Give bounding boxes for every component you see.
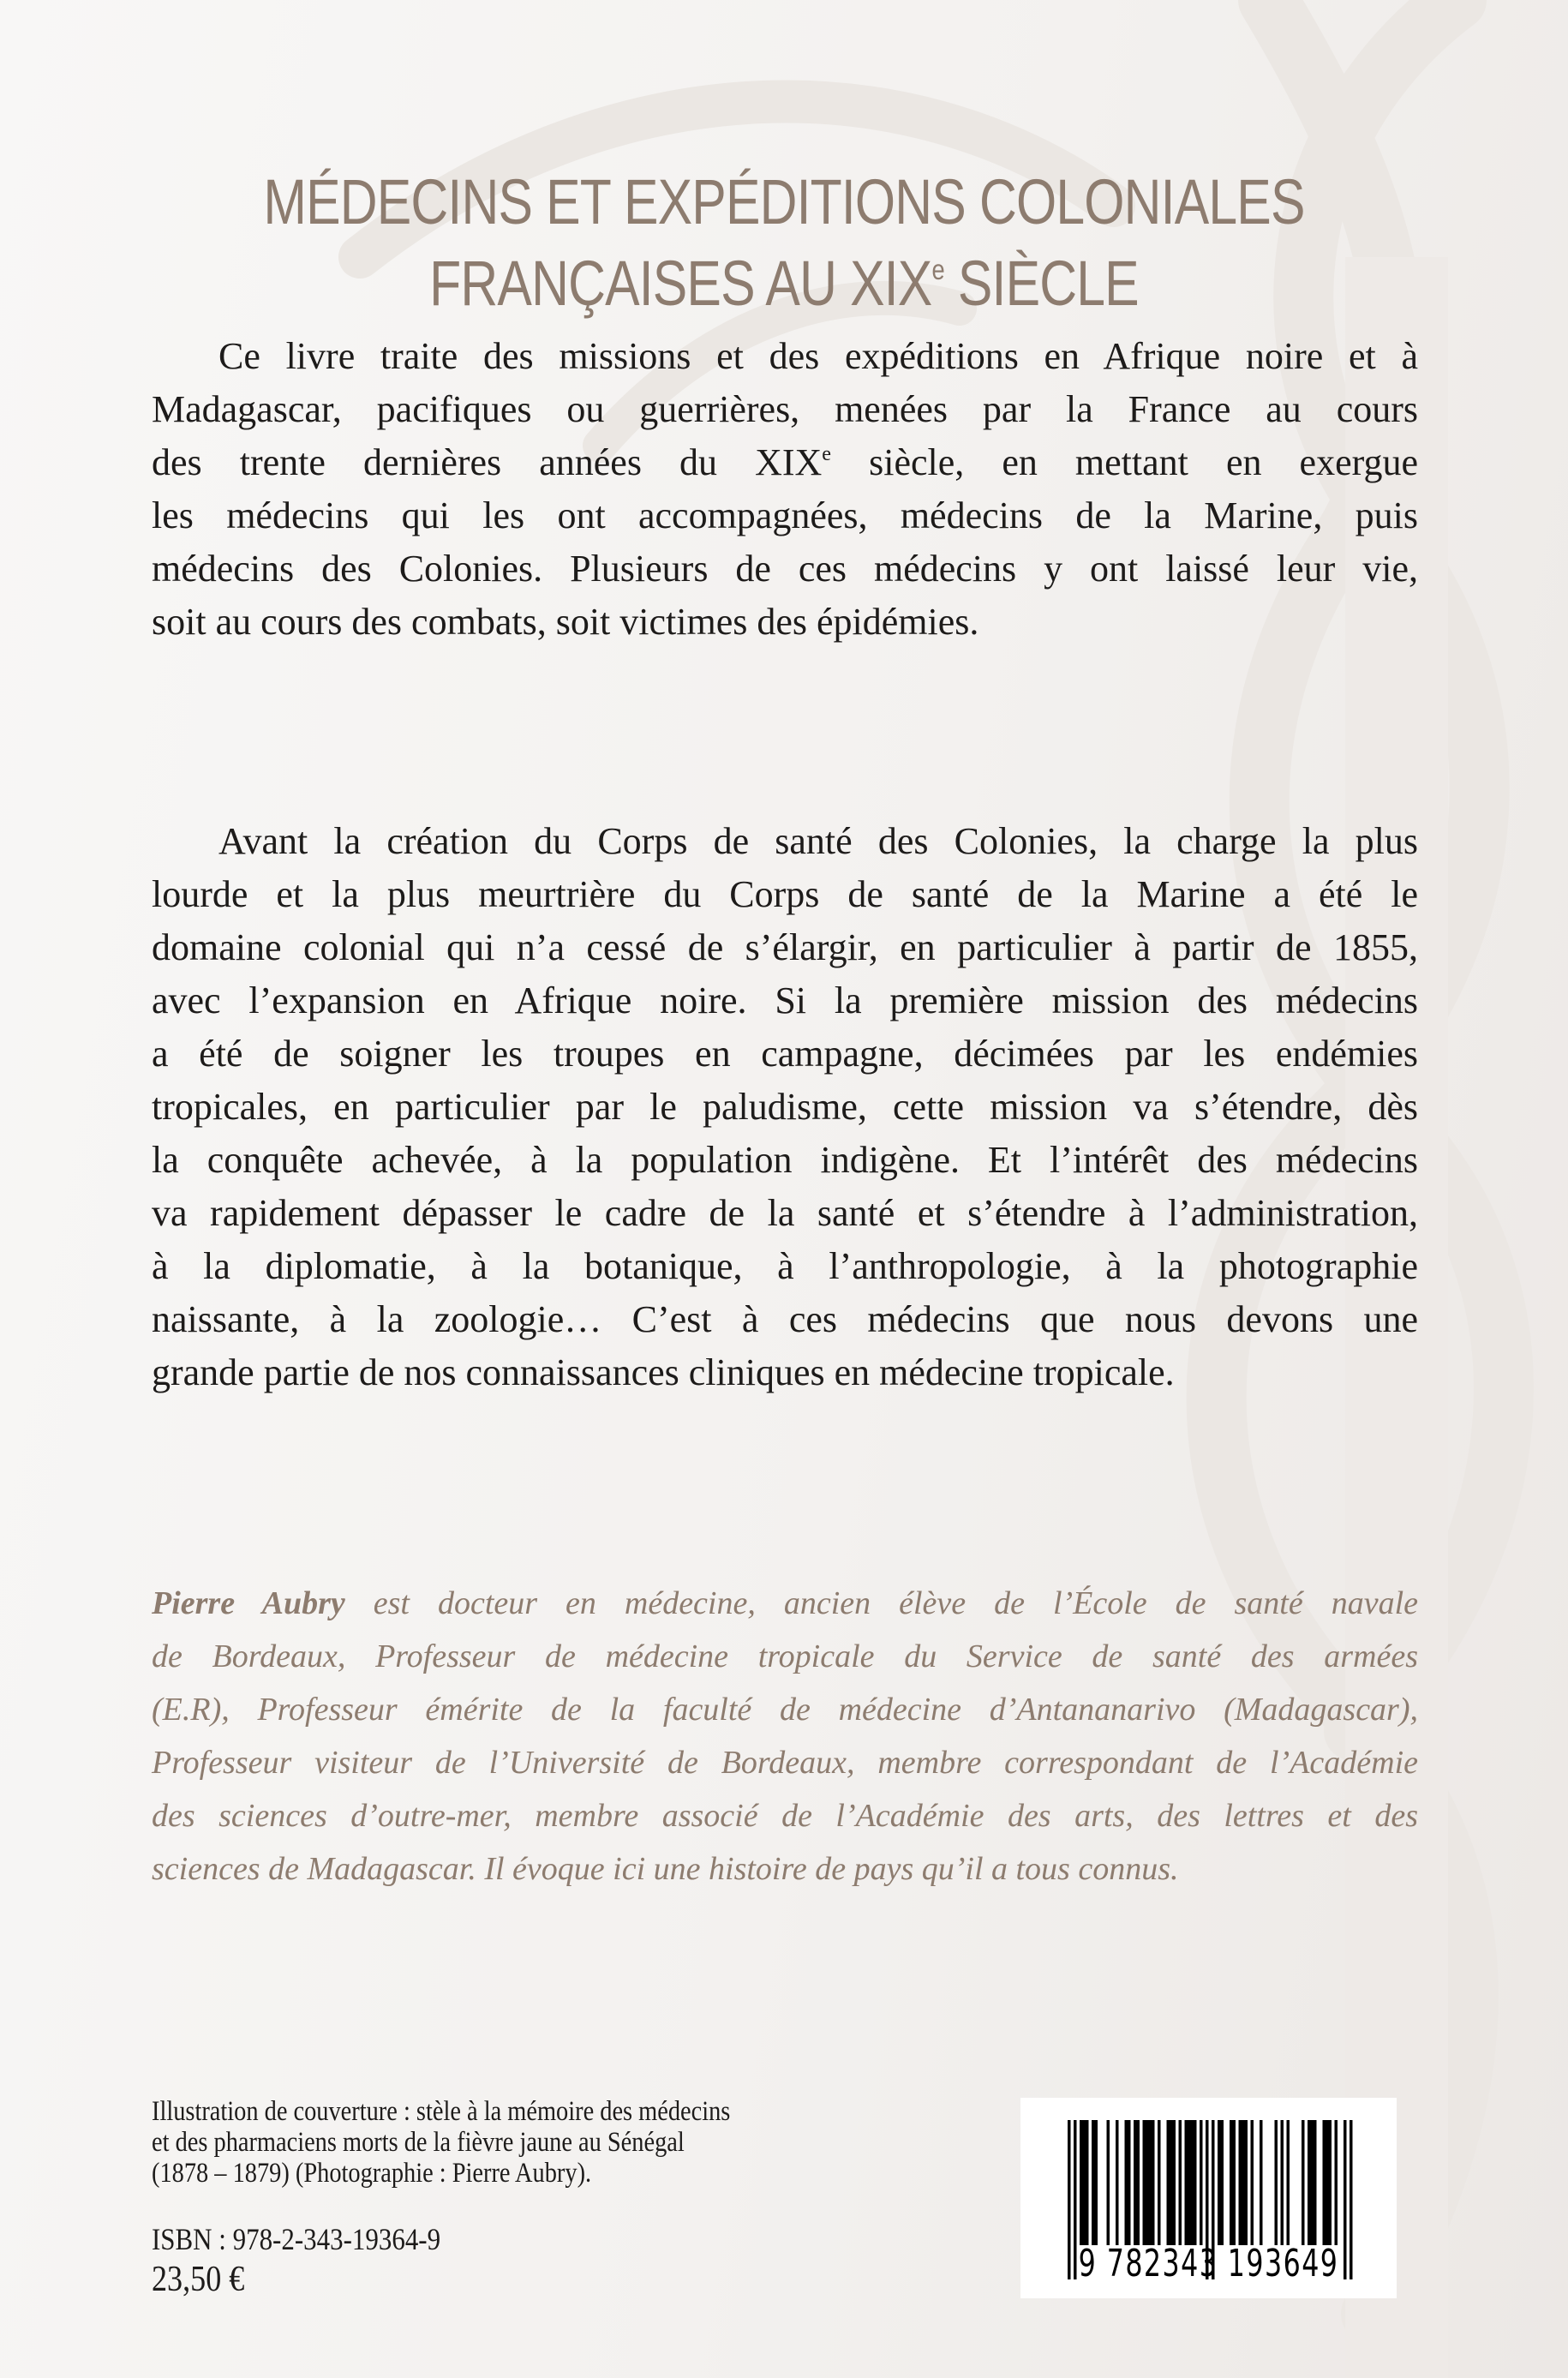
- barcode-bar: [1068, 2120, 1071, 2279]
- title-superscript: e: [931, 255, 944, 286]
- text-line: de Bordeaux, Professeur de médecine tropicale du Service de santé des armées: [152, 1638, 1418, 1674]
- title-line-2-main: FRANÇAISES AU XIX: [429, 247, 932, 319]
- barcode-bar: [1170, 2120, 1173, 2245]
- summary-paragraph-2: [152, 815, 1418, 1399]
- barcode-bar: [1218, 2120, 1221, 2245]
- barcode-bar: [1230, 2120, 1233, 2245]
- superscript: e: [822, 442, 832, 466]
- barcode-bar: [1245, 2120, 1248, 2245]
- barcode-bar: [1281, 2120, 1284, 2245]
- text-line: grande partie de nos connaissances cliniques en médecine tropicale.: [152, 1351, 1175, 1393]
- credit-line: et des pharmaciens morts de la fièvre jaune au Sénégal: [152, 2127, 685, 2158]
- text-line: va rapidement dépasser le cadre de la santé et s’étendre à l’administration,: [152, 1192, 1418, 1234]
- isbn-barcode: [1020, 2098, 1397, 2298]
- barcode-digits: 9 782343 193649: [1078, 2242, 1339, 2285]
- barcode-bar: [1302, 2120, 1305, 2245]
- barcode-bar: [1335, 2120, 1338, 2245]
- barcode-bar: [1134, 2120, 1137, 2245]
- barcode-bar: [1350, 2120, 1353, 2279]
- barcode-bar: [1287, 2120, 1290, 2245]
- barcode-bar: [1326, 2120, 1329, 2245]
- text-line: a été de soigner les troupes en campagne, décimées par les endémies: [152, 1033, 1418, 1075]
- barcode-bar: [1128, 2120, 1131, 2245]
- barcode-bar: [1221, 2120, 1224, 2245]
- text-line: [152, 436, 1418, 489]
- barcode-bar: [1200, 2120, 1203, 2245]
- text-line: les médecins qui les ont accompagnées, médecins de la Marine, puis: [152, 494, 1418, 536]
- barcode-bar: [1080, 2120, 1083, 2245]
- text-line: sciences de Madagascar. Il évoque ici une histoire de pays qu’il a tous connus.: [152, 1851, 1179, 1887]
- title-line-2: [141, 237, 1427, 318]
- barcode-bar: [1116, 2120, 1119, 2245]
- author-bio: [152, 1577, 1418, 1896]
- isbn: ISBN : 978-2-343-19364-9: [152, 2222, 441, 2256]
- barcode-bar: [1311, 2120, 1314, 2245]
- credit-line: (1878 – 1879) (Photographie : Pierre Aubry).: [152, 2158, 592, 2189]
- barcode-bar: [1194, 2120, 1197, 2245]
- barcode-bar: [1239, 2120, 1242, 2245]
- text-line: Avant la création du Corps de santé des Colonies, la charge la plus: [218, 820, 1418, 862]
- barcode-bar: [1146, 2120, 1149, 2245]
- barcode-bar: [1323, 2120, 1326, 2245]
- barcode-bar: [1329, 2120, 1332, 2245]
- barcode-bar: [1191, 2120, 1194, 2245]
- barcode-bar: [1188, 2120, 1191, 2245]
- barcode-bar: [1152, 2120, 1155, 2245]
- barcode-bar: [1260, 2120, 1263, 2245]
- text-line: médecins des Colonies. Plusieurs de ces médecins y ont laissé leur vie,: [152, 548, 1418, 590]
- price: 23,50 €: [152, 2260, 245, 2299]
- text-line: tropicales, en particulier par le paludisme, cette mission va s’étendre, dès: [152, 1086, 1418, 1128]
- barcode-bar: [1143, 2120, 1146, 2245]
- author-name: Pierre Aubry: [152, 1585, 345, 1621]
- barcode-bar: [1149, 2120, 1152, 2245]
- text-line: des sciences d’outre-mer, membre associé de l’Académie des arts, des lettres et des: [152, 1798, 1418, 1834]
- barcode-bar: [1173, 2120, 1176, 2245]
- text-line: domaine colonial qui n’a cessé de s’élargir, en particulier à partir de 1855,: [152, 926, 1418, 968]
- barcode-bar: [1158, 2120, 1161, 2245]
- barcode-bar: [1233, 2120, 1236, 2245]
- text-line: naissante, à la zoologie… C’est à ces médecins que nous devons une: [152, 1298, 1418, 1340]
- text-line: Ce livre traite des missions et des expéditions en Afrique noire et à: [218, 335, 1418, 377]
- text-segment: des trente dernières années du XIX: [152, 441, 823, 483]
- cover-illustration-credits: [152, 2096, 730, 2189]
- text-line: lourde et la plus meurtrière du Corps de santé de la Marine a été le: [152, 873, 1418, 915]
- credit-line: Illustration de couverture : stèle à la mémoire des médecins: [152, 2096, 731, 2127]
- barcode-bar: [1125, 2120, 1128, 2245]
- barcode-bar: [1095, 2120, 1098, 2245]
- barcode-bar: [1251, 2120, 1254, 2245]
- text-line: soit au cours des combats, soit victimes des épidémies.: [152, 601, 979, 643]
- summary-paragraph-1: [152, 330, 1418, 649]
- barcode-bar: [1137, 2120, 1140, 2245]
- barcode-bar: [1308, 2120, 1311, 2245]
- text-line: la conquête achevée, à la population indigène. Et l’intérêt des médecins: [152, 1139, 1418, 1181]
- title-line-2-end: SIÈCLE: [943, 247, 1139, 319]
- barcode-bar: [1083, 2120, 1086, 2245]
- barcode-bar: [1107, 2120, 1110, 2245]
- barcode-bar: [1086, 2120, 1089, 2245]
- book-title: [0, 168, 1568, 318]
- title-line-1: MÉDECINS ET EXPÉDITIONS COLONIALES: [263, 166, 1305, 237]
- text-line: avec l’expansion en Afrique noire. Si la première mission des médecins: [152, 979, 1418, 1021]
- text-line: à la diplomatie, à la botanique, à l’anthropologie, à la photographie: [152, 1245, 1418, 1287]
- text-line: Professeur visiteur de l’Université de Bordeaux, membre correspondant de l’Académie: [152, 1745, 1418, 1781]
- barcode-bar: [1167, 2120, 1170, 2245]
- text-line: [152, 1577, 1418, 1630]
- text-segment: siècle, en mettant en exergue: [831, 441, 1418, 483]
- barcode-bar: [1179, 2120, 1182, 2245]
- text-line: Madagascar, pacifiques ou guerrières, menées par la France au cours: [152, 388, 1418, 430]
- barcode-bar: [1092, 2120, 1095, 2245]
- text-segment: est docteur en médecine, ancien élève de l’École de santé navale: [344, 1585, 1418, 1621]
- text-line: (E.R), Professeur émérite de la faculté de médecine d’Antananarivo (Madagascar),: [152, 1692, 1418, 1728]
- barcode-bar: [1275, 2120, 1278, 2245]
- barcode-bar: [1242, 2120, 1245, 2245]
- barcode-bar: [1185, 2120, 1188, 2245]
- barcode-bar: [1314, 2120, 1317, 2245]
